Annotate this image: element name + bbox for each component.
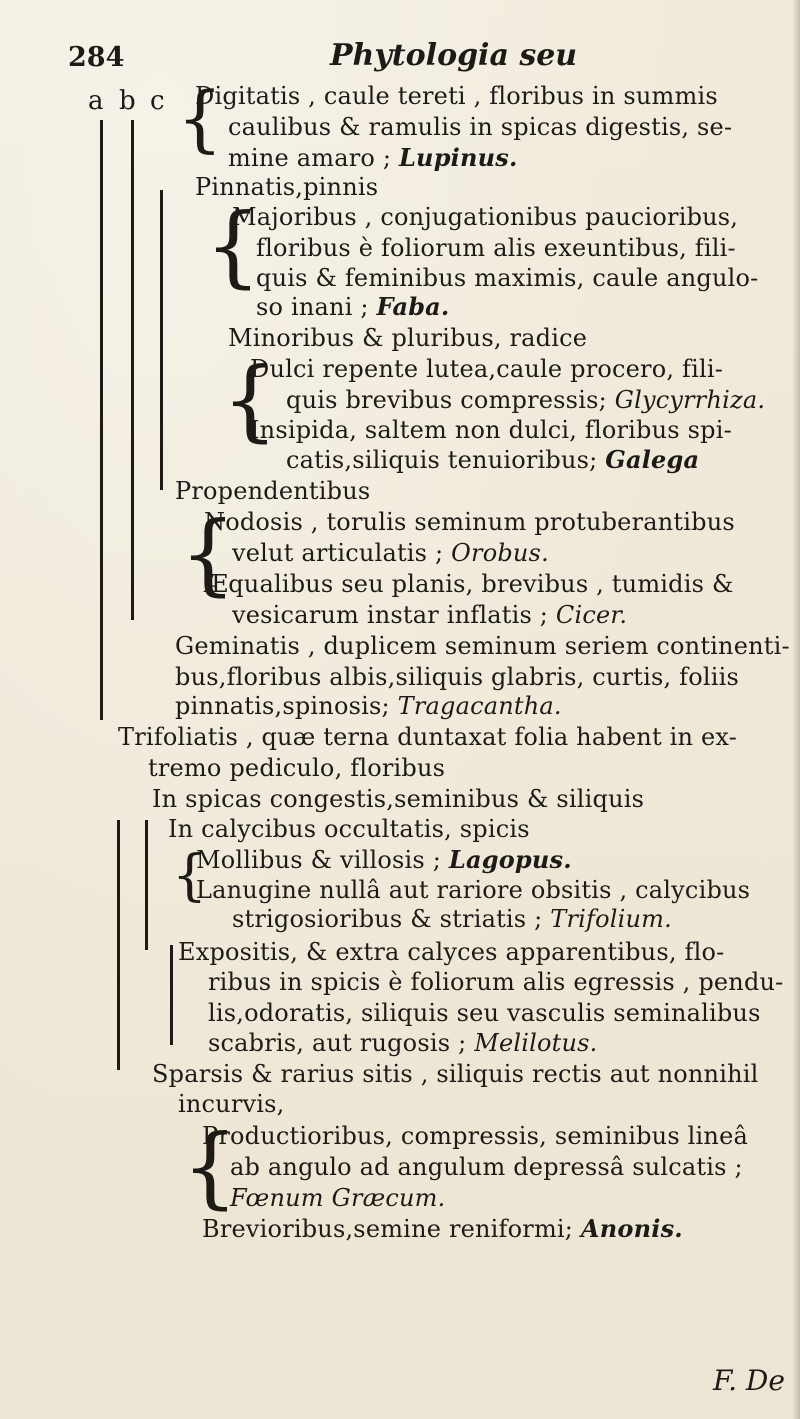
rule-f bbox=[170, 945, 173, 1045]
text-line: ab angulo ad angulum depressâ sulcatis ; bbox=[230, 1153, 743, 1181]
brace: { bbox=[177, 76, 223, 160]
brace: { bbox=[180, 502, 236, 605]
text-line: quis brevibus compressis; Glycyrrhiza. bbox=[286, 386, 766, 414]
text-line: Lanugine nullâ aut rariore obsitis , calycibus bbox=[196, 876, 751, 904]
text-line: scabris, aut rugosis ; Melilotus. bbox=[208, 1029, 598, 1057]
label-c: c bbox=[150, 86, 165, 116]
rule-d bbox=[117, 820, 120, 1070]
text-line: floribus è foliorum alis exeuntibus, fili- bbox=[256, 234, 736, 262]
text-line: strigosioribus & striatis ; Trifolium. bbox=[232, 905, 672, 933]
brace: { bbox=[182, 1115, 238, 1218]
rule-c bbox=[160, 190, 163, 490]
text-line: incurvis, bbox=[178, 1090, 285, 1118]
text-line: Majoribus , conjugationibus paucioribus, bbox=[232, 203, 739, 231]
text-line: bus,floribus albis,siliquis glabris, curtis, foliis bbox=[175, 663, 740, 691]
brace: { bbox=[222, 348, 278, 451]
text-line: ribus in spicis è foliorum alis egressis , pendu- bbox=[208, 968, 784, 996]
text-line: Minoribus & pluribus, radice bbox=[228, 324, 588, 352]
text-line: lis,odoratis, siliquis seu vasculis seminalibus bbox=[208, 999, 761, 1027]
text-line: In calycibus occultatis, spicis bbox=[168, 815, 530, 843]
text-line: Æqualibus seu planis, brevibus , tumidis & bbox=[204, 570, 734, 598]
page-number: 284 bbox=[68, 42, 125, 73]
rule-e bbox=[145, 820, 148, 950]
text-line: Dulci repente lutea,caule procero, fili- bbox=[250, 355, 724, 383]
text-line: Nodosis , torulis seminum protuberantibus bbox=[204, 508, 735, 536]
label-b: b bbox=[119, 86, 136, 116]
text-line: Pinnatis,pinnis bbox=[195, 173, 379, 201]
text-line: Digitatis , caule tereti , floribus in summis bbox=[195, 82, 718, 110]
text-line: Mollibus & villosis ; Lagopus. bbox=[196, 845, 572, 874]
running-title: Phytologia seu bbox=[330, 38, 578, 73]
text-line: quis & feminibus maximis, caule angulo- bbox=[256, 264, 759, 292]
text-line: Expositis, & extra calyces apparentibus, flo- bbox=[178, 938, 725, 966]
text-line: In spicas congestis,seminibus & siliquis bbox=[152, 785, 645, 813]
rule-a bbox=[100, 120, 103, 720]
text-line: Geminatis , duplicem seminum seriem continenti- bbox=[175, 632, 790, 660]
text-line: Fœnum Græcum. bbox=[230, 1184, 446, 1212]
brace: { bbox=[205, 194, 261, 297]
text-line: tremo pediculo, floribus bbox=[148, 754, 446, 782]
text-line: Insipida, saltem non dulci, floribus spi- bbox=[250, 416, 732, 444]
text-line: Propendentibus bbox=[175, 477, 371, 505]
text-line: Sparsis & rarius sitis , siliquis rectis aut nonnihil bbox=[152, 1060, 759, 1088]
text-line: caulibus & ramulis in spicas digestis, se- bbox=[228, 113, 733, 141]
text-line: catis,siliquis tenuioribus; Galega bbox=[286, 445, 700, 474]
label-a: a bbox=[88, 86, 104, 116]
rule-b bbox=[131, 120, 134, 620]
catchword: F. De bbox=[713, 1364, 785, 1397]
text-line: velut articulatis ; Orobus. bbox=[232, 539, 549, 567]
text-line: Trifoliatis , quæ terna duntaxat folia habent in ex- bbox=[118, 723, 738, 751]
brace: { bbox=[172, 843, 207, 907]
text-line: mine amaro ; Lupinus. bbox=[228, 143, 518, 172]
text-line: so inani ; Faba. bbox=[256, 292, 450, 321]
text-line: Productioribus, compressis, seminibus lineâ bbox=[202, 1122, 748, 1150]
text-line: Brevioribus,semine reniformi; Anonis. bbox=[202, 1214, 683, 1243]
text-line: pinnatis,spinosis; Tragacantha. bbox=[175, 692, 562, 720]
text-line: vesicarum instar inflatis ; Cicer. bbox=[232, 601, 628, 629]
